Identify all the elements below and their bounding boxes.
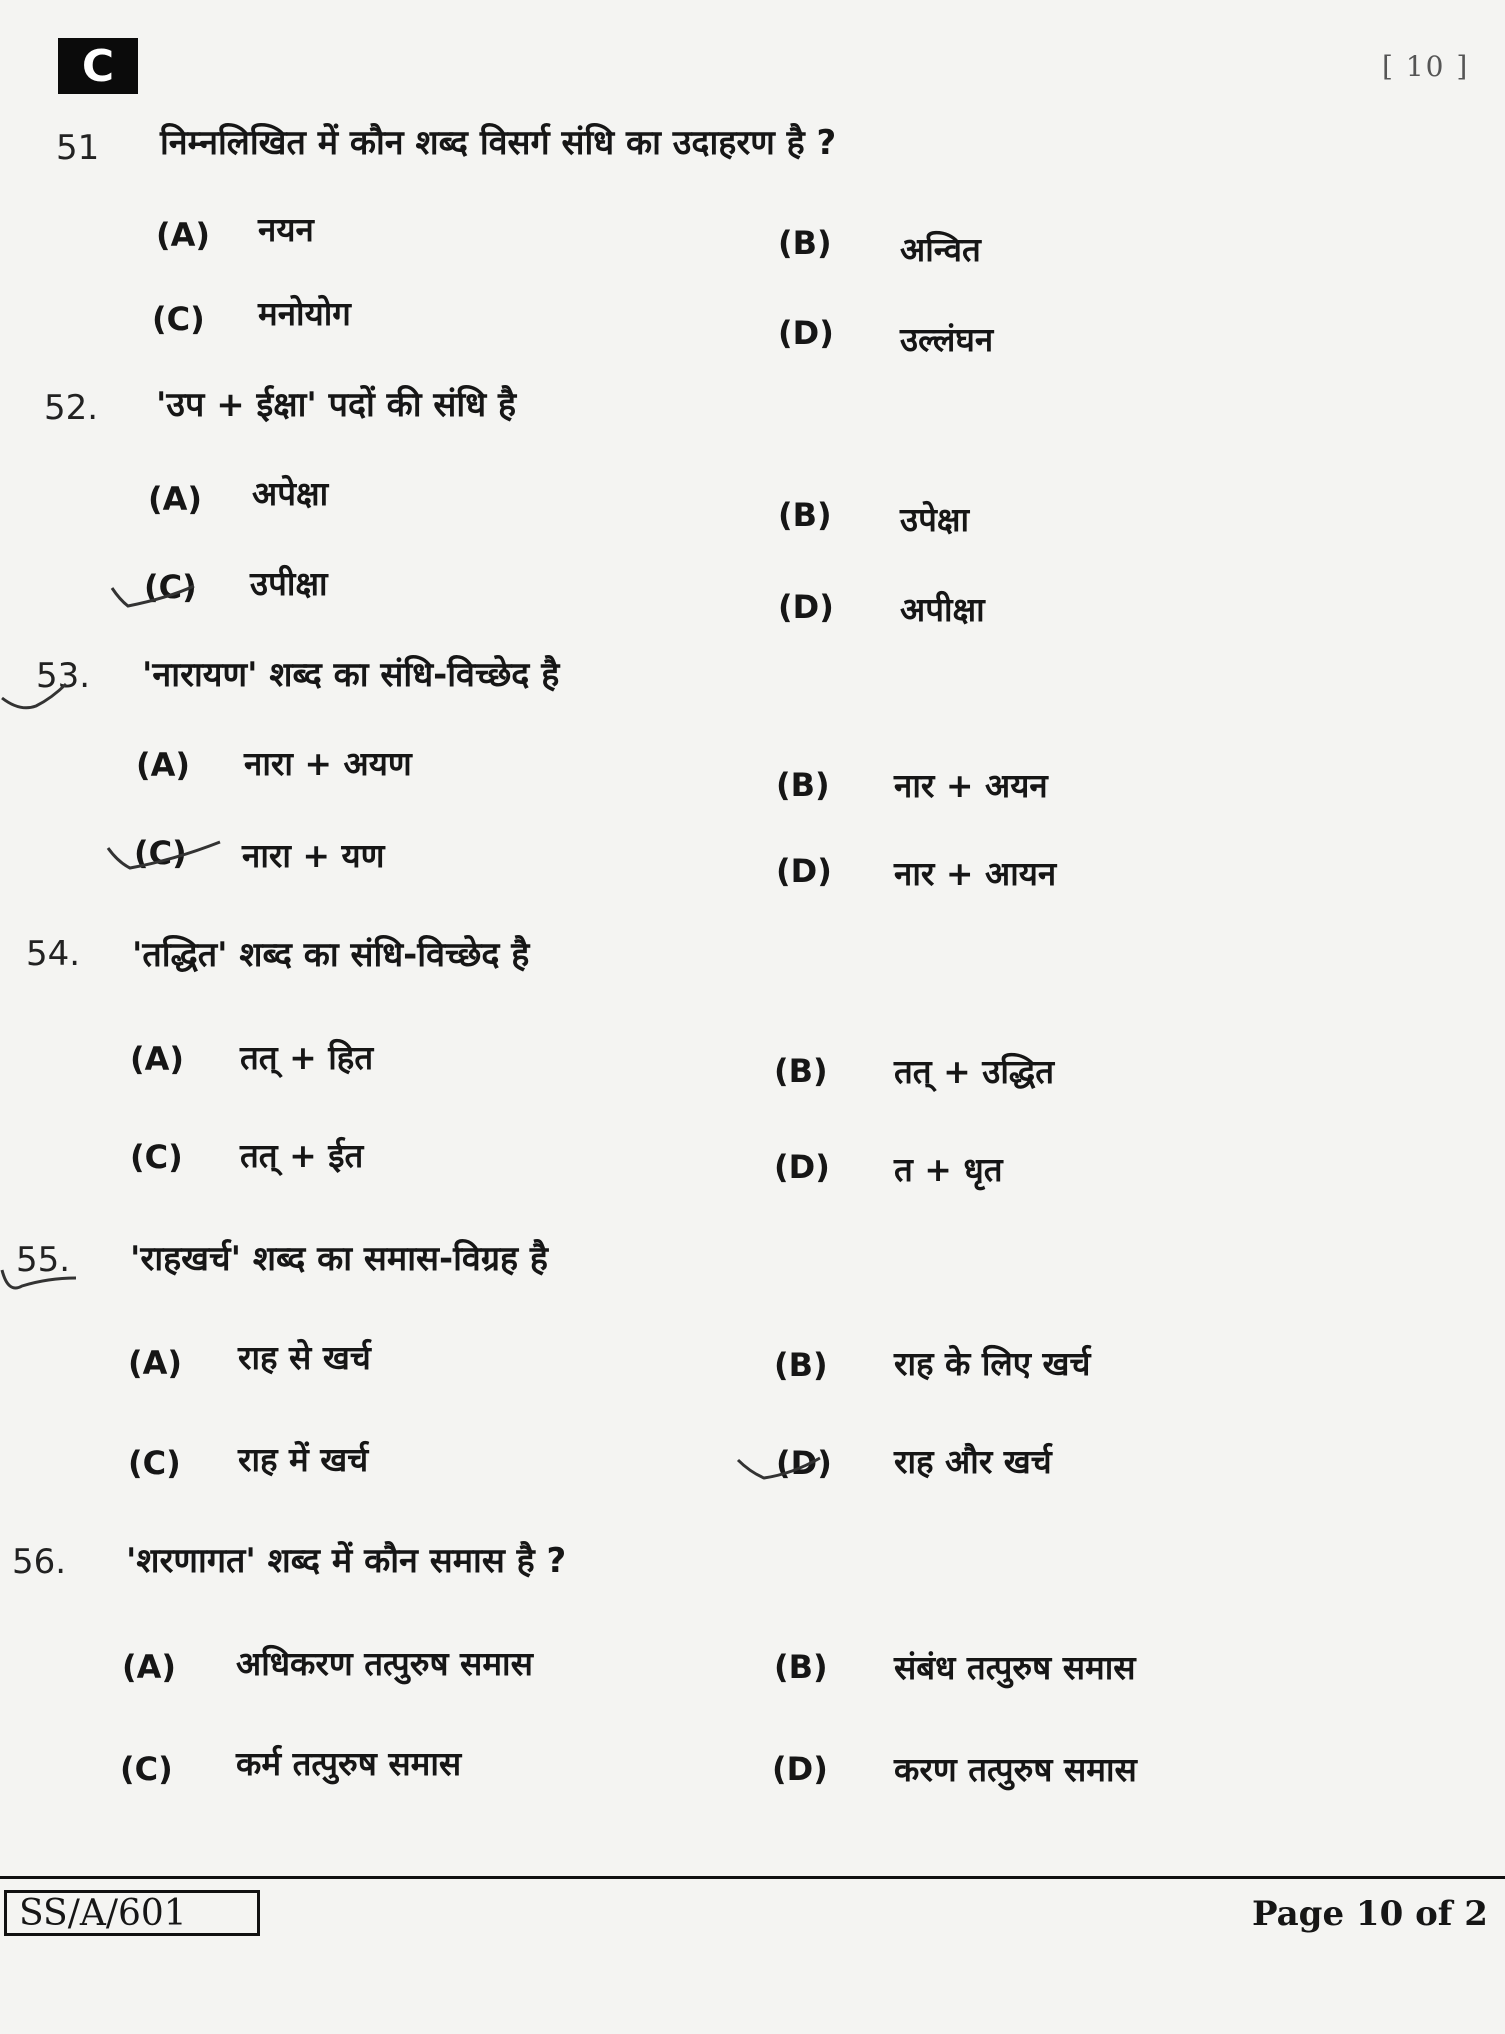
option-label: (B) <box>776 766 830 804</box>
paper-code: SS/A/601 <box>4 1890 260 1936</box>
option-label: (B) <box>774 1648 828 1686</box>
option-label: (C) <box>134 834 187 872</box>
option-label: (D) <box>774 1148 830 1186</box>
option-label: (C) <box>144 568 197 606</box>
option-text: तत् + हित <box>240 1038 374 1077</box>
question-number: 54. <box>26 934 81 974</box>
option-label: (C) <box>130 1138 183 1176</box>
option-label: (C) <box>128 1444 181 1482</box>
option-text: कर्म तत्पुरुष समास <box>236 1744 462 1783</box>
set-badge: C <box>58 38 138 94</box>
option-label: (A) <box>148 480 203 518</box>
option-text: नार + आयन <box>894 854 1057 893</box>
option-label: (A) <box>136 746 191 784</box>
question-text: 'उप + ईक्षा' पदों की संधि है <box>156 385 516 425</box>
question-number: 56. <box>12 1542 67 1582</box>
option-label: (C) <box>152 300 205 338</box>
question-number: 51 <box>56 128 100 168</box>
option-label: (A) <box>130 1040 185 1078</box>
option-text: नारा + अयण <box>244 744 412 783</box>
option-label: (B) <box>774 1346 828 1384</box>
option-text: तत् + ईत <box>240 1136 364 1175</box>
option-label: (D) <box>778 314 834 352</box>
option-text: मनोयोग <box>258 294 351 333</box>
footer-divider <box>0 1876 1505 1879</box>
option-label: (B) <box>778 496 832 534</box>
option-label: (D) <box>772 1750 828 1788</box>
option-text: अन्वित <box>900 230 981 269</box>
option-text: उल्लंघन <box>900 320 994 359</box>
option-text: नयन <box>258 210 314 249</box>
option-text: उपीक्षा <box>250 564 328 603</box>
option-text: त + धृत <box>894 1150 1003 1189</box>
option-text: करण तत्पुरुष समास <box>894 1750 1137 1789</box>
option-label: (B) <box>778 224 832 262</box>
question-number: 53. <box>36 656 91 696</box>
question-text: 'शरणागत' शब्द में कौन समास है ? <box>126 1541 567 1581</box>
option-text: तत् + उद्धित <box>894 1052 1055 1091</box>
option-label: (B) <box>774 1052 828 1090</box>
option-label: (D) <box>776 1444 832 1482</box>
option-text: राह से खर्च <box>238 1338 371 1377</box>
option-label: (A) <box>128 1344 183 1382</box>
option-label: (D) <box>778 588 834 626</box>
option-text: उपेक्षा <box>900 500 970 539</box>
option-text: अपीक्षा <box>900 590 985 629</box>
option-text: संबंध तत्पुरुष समास <box>894 1648 1136 1687</box>
question-text: 'नारायण' शब्द का संधि-विच्छेद है <box>142 655 560 695</box>
option-label: (A) <box>156 216 211 254</box>
page-number: Page 10 of 2 <box>1252 1894 1488 1934</box>
question-text: 'तद्धित' शब्द का संधि-विच्छेद है <box>132 935 530 975</box>
question-number: 55. <box>16 1240 71 1280</box>
option-text: राह के लिए खर्च <box>894 1344 1091 1383</box>
option-label: (D) <box>776 852 832 890</box>
option-text: नार + अयन <box>894 766 1048 805</box>
option-text: राह और खर्च <box>894 1442 1052 1481</box>
question-number: 52. <box>44 388 99 428</box>
option-label: (A) <box>122 1648 177 1686</box>
page-marker: [ 10 ] <box>1382 50 1470 83</box>
option-text: नारा + यण <box>242 836 385 875</box>
option-text: अपेक्षा <box>252 474 329 513</box>
option-label: (C) <box>120 1750 173 1788</box>
option-text: राह में खर्च <box>238 1440 369 1479</box>
question-text: निम्नलिखित में कौन शब्द विसर्ग संधि का उदाहरण है ? <box>160 123 837 163</box>
question-text: 'राहखर्च' शब्द का समास-विग्रह है <box>130 1239 548 1279</box>
option-text: अधिकरण तत्पुरुष समास <box>236 1644 533 1683</box>
